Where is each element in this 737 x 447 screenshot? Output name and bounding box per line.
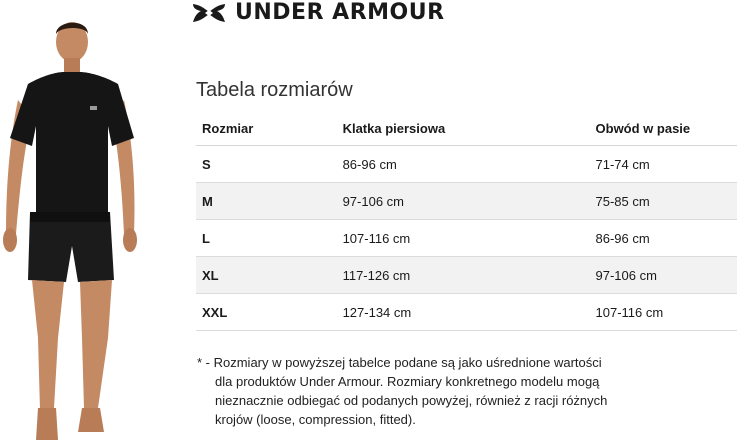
cell-waist: 86-96 cm — [596, 220, 737, 257]
header-waist: Obwód w pasie — [596, 112, 737, 146]
note-line: nieznacznie odbiegać od podanych powyżej, również z racji różnych — [215, 393, 608, 408]
cell-size: XXL — [196, 294, 343, 331]
cell-chest: 97-106 cm — [343, 183, 596, 220]
cell-size: S — [196, 146, 343, 183]
table-header-row — [196, 112, 737, 146]
brand-header — [191, 2, 445, 24]
header-chest: Klatka piersiowa — [343, 112, 596, 146]
size-note — [197, 353, 667, 429]
header-size: Rozmiar — [196, 112, 343, 146]
model-photo — [0, 8, 150, 447]
size-chart-title: Tabela rozmiarów — [196, 79, 353, 101]
under-armour-logo-icon — [191, 3, 227, 23]
cell-size: L — [196, 220, 343, 257]
note-line: krojów (loose, compression, fitted). — [215, 412, 416, 427]
table-row — [196, 183, 737, 220]
cell-waist: 71-74 cm — [596, 146, 737, 183]
cell-chest: 127-134 cm — [343, 294, 596, 331]
cell-size: XL — [196, 257, 343, 294]
table-row — [196, 294, 737, 331]
cell-chest: 86-96 cm — [343, 146, 596, 183]
size-chart-table — [196, 112, 737, 331]
cell-waist: 97-106 cm — [596, 257, 737, 294]
brand-name: UNDER ARMOUR — [235, 0, 445, 25]
note-line: * - Rozmiary w powyższej tabelce podane są jako uśrednione wartości — [197, 355, 602, 370]
note-line: dla produktów Under Armour. Rozmiary konkretnego modelu mogą — [215, 374, 600, 389]
cell-chest: 117-126 cm — [343, 257, 596, 294]
cell-size: M — [196, 183, 343, 220]
table-row — [196, 146, 737, 183]
cell-chest: 107-116 cm — [343, 220, 596, 257]
table-row — [196, 220, 737, 257]
table-row — [196, 257, 737, 294]
cell-waist: 75-85 cm — [596, 183, 737, 220]
cell-waist: 107-116 cm — [596, 294, 737, 331]
